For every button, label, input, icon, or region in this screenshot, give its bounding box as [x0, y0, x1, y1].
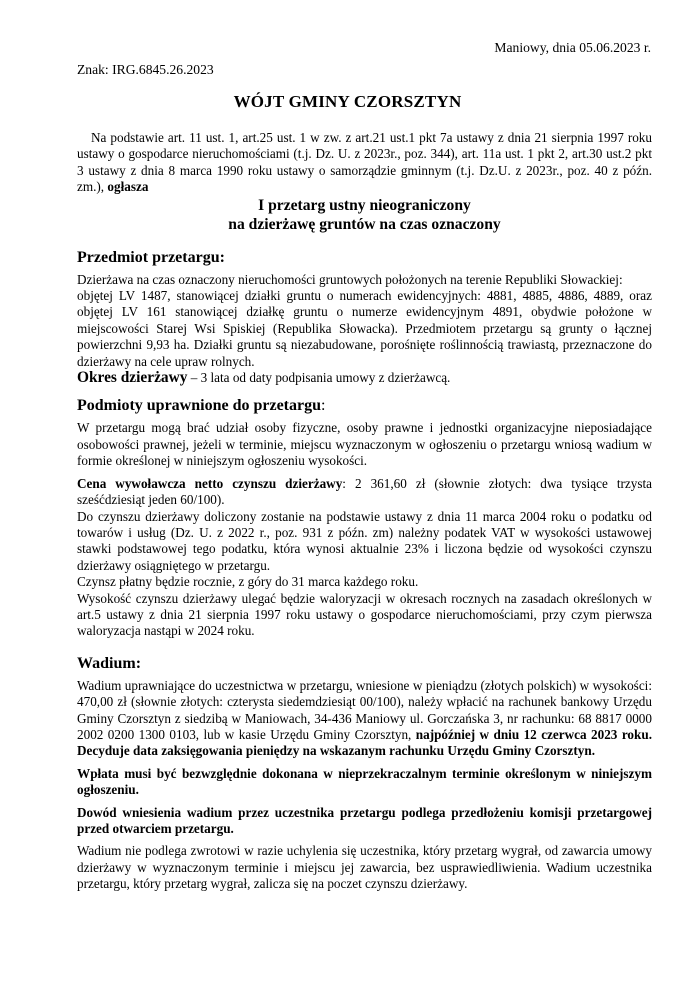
subject-paragraph-1: Dzierżawa na czas oznaczony nieruchomości gruntowych położonych na terenie Republiki Słowackiej:	[77, 271, 623, 287]
eligible-paragraph-1: W przetargu mogą brać udział osoby fizyczne, osoby prawne i jednostki organizacyjne nieposiadające osobowości prawnej, jeżeli w terminie, miejscu wyznaczonym w ogłoszeniu o przetargu wniosą wadium w formie określonej w niniejszym ogłoszeniu wysokości.	[77, 420, 652, 469]
reference-number: Znak: IRG.6845.26.2023	[77, 62, 214, 77]
subject-paragraph-2: objętej LV 1487, stanowiącej działki gruntu o numerach ewidencyjnych: 4881, 4885, 4886, 4889, oraz objętej LV 161 stanowiącej działkę gruntu o numerze ewidencyjnym 4891, obydwie położone w miejscowości Starej Wsi Spiskiej (Republika Słowacka). Przedmiotem przetargu są grunty o łącznej powierzchni 9,93 ha. Działki gruntu są niezabudowane, porośnięte roślinnością trawiastą, przeznaczone do dzierżawy na cele upraw rolnych.	[77, 288, 652, 369]
payment-paragraph: Czynsz płatny będzie rocznie, z góry do 31 marca każdego roku.	[77, 574, 419, 590]
starting-price-text: : 2 361,60 zł (słownie złotych: dwa tysiące trzysta sześćdziesiąt jeden 60/100).	[77, 475, 653, 508]
subtitle-line-2: na dzierżawę gruntów na czas oznaczony	[228, 215, 501, 233]
intro-text: Na podstawie art. 11 ust. 1, art.25 ust. 1 w zw. z art.21 ust.1 pkt 7a ustawy z dnia 21 sierpnia 1997 roku ustawy o gospodarce nieruchomościami (t.j. Dz. U. z 2023r., poz. 344), art. 11a ust. 1 pkt 2, art.30 ust.2 pkt 3 ustawy z dnia 8 marca 1990 roku ustawy o samorządzie gminnym (t.j. Dz.U. z 2023r., poz. 40 z późn. zm.),	[77, 130, 652, 195]
section-heading-subject: Przedmiot przetargu:	[77, 248, 225, 266]
starting-price-label: Cena wywoławcza netto czynszu dzierżawy	[77, 475, 343, 491]
lease-period-label: Okres dzierżawy	[77, 369, 188, 387]
intro-paragraph	[77, 130, 652, 196]
indexation-paragraph: Wysokość czynszu dzierżawy ulegać będzie waloryzacji w okresach rocznych na zasadach określonych w art.5 ustawy z dnia 21 sierpnia 1997 roku ustawy o gospodarce nieruchomościami, przy czym pierwsza waloryzacja nastąpi w 2024 roku.	[77, 590, 652, 639]
deposit-text: Wadium uprawniające do uczestnictwa w przetargu, wniesione w pieniądzu (złotych polskich) w wysokości: 470,00 zł (słownie złotych: czterysta siedemdziesiąt 00/100), należy wpłacić na rachunek bankowy Urzędu Gminy Czorsztyn z siedzibą w Maniowach, 34-436 Maniowy ul. Gorczańska 3, nr rachunku: 68 8817 0000 2002 0200 1300 0103, lub w kasie Urzędu Gminy Czorsztyn,	[77, 677, 652, 742]
section-heading-eligible	[77, 396, 652, 416]
deposit-deadline: najpóźniej w dniu 12 czerwca 2023 roku. Decyduje data zaksięgowania pieniędzy na wskazanym rachunku Urzędu Gminy Czorsztyn.	[77, 726, 652, 759]
deposit-paragraph-4: Wadium nie podlega zwrotowi w razie uchylenia się uczestnika, który przetarg wygrał, od zawarcia umowy dzierżawy w wyznaczonym terminie i miejscu jej zawarcia, bez usprawiedliwienia. Wadium uczestnika przetargu, który przetarg wygrał, zalicza się na poczet czynszu dzierżawy.	[77, 843, 652, 892]
lease-period-text: – 3 lata od daty podpisania umowy z dzierżawcą.	[187, 370, 451, 386]
document-title: WÓJT GMINY CZORSZTYN	[233, 92, 462, 111]
deposit-paragraph-2	[77, 766, 652, 799]
deposit-mandatory-note: Wpłata musi być bezwzględnie dokonana w nieprzekraczalnym terminie określonym w niniejszym ogłoszeniu.	[77, 765, 652, 798]
starting-price-paragraph	[77, 476, 652, 509]
eligible-heading-colon: :	[321, 397, 326, 415]
lease-period	[77, 370, 652, 386]
deposit-paragraph-3	[77, 805, 652, 838]
tender-subtitle	[77, 196, 652, 234]
vat-paragraph: Do czynszu dzierżawy doliczony zostanie na podstawie ustawy z dnia 11 marca 2004 roku o podatku od towarów i usług (Dz. U. z 2022 r., poz. 931 z późn. zm) należny podatek VAT w wysokości ustawowej stawki podstawowej tego podatku, która wynosi aktualnie 23% i liczona będzie od wysokości czynszu dzierżawy osiągniętego w przetargu.	[77, 508, 652, 573]
section-heading-deposit: Wadium:	[77, 654, 142, 672]
intro-announces: ogłasza	[107, 179, 149, 195]
eligible-heading-text: Podmioty uprawnione do przetargu	[77, 397, 321, 415]
subtitle-line-1: I przetarg ustny nieograniczony	[258, 196, 471, 214]
document-body	[77, 130, 652, 893]
deposit-paragraph-1	[77, 678, 652, 760]
deposit-proof-note: Dowód wniesienia wadium przez uczestnika przetargu podlega przedłożeniu komisji przetargowej przed otwarciem przetargu.	[77, 804, 652, 836]
document-date: Maniowy, dnia 05.06.2023 r.	[494, 40, 651, 55]
